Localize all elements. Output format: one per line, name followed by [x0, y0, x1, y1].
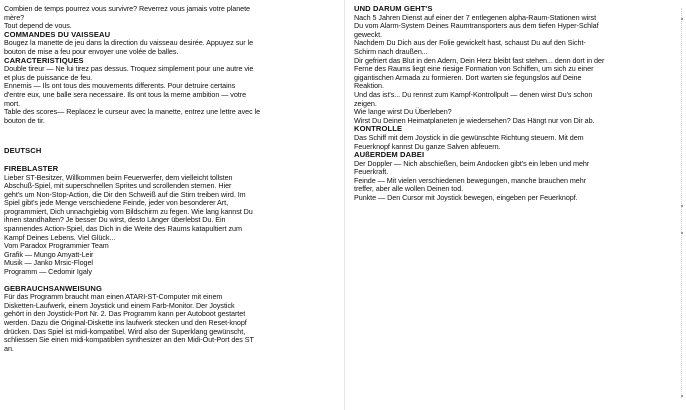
right-column — [354, 5, 676, 203]
text-line: Punkte — Den Cursor mit Joystick bewegen, eingeben per Feuerknopf. — [354, 193, 578, 203]
text-line: zeigen. — [354, 98, 377, 108]
section-heading-und-darum: UND DARUM GEHT'S — [354, 4, 433, 13]
text-line: Du vom Alarm-System Deines Raumtransporters aus dem tiefen Hyper-Schlaf — [354, 21, 599, 31]
section-heading-ausserdem: AUßERDEM DABEI — [354, 150, 425, 160]
text-line: Wie lange wirst Du Überleben? — [354, 107, 452, 117]
credit-line: Grafik — Mungo Amyatt-Leir — [4, 249, 94, 259]
section-heading-commandes: COMMANDES DU VAISSEAU — [4, 29, 111, 39]
text-line: ihnen standhalten? Je besser Du wirst, desto Länger überlebst Du. Ein — [4, 215, 226, 225]
section-heading-gebrauchsanweisung: GEBRAUCHSANWEISUNG — [4, 283, 102, 293]
kontrolle-block — [354, 134, 676, 151]
ausserdem-block — [354, 160, 676, 203]
text-line: Table des scores— Replacez le curseur avec la manette, entrez une lettre avec le — [4, 107, 261, 117]
text-line: bouton de tir. — [4, 115, 45, 125]
edge-mark — [681, 232, 683, 234]
page-edge-dots — [679, 8, 682, 398]
text-line: Kampf Deines Lebens. Viel Glück... — [4, 232, 116, 242]
text-line: Dir gefriert das Blut in den Adern, Dein Herz bleibt fast stehen... denn dort in der — [354, 55, 605, 65]
text-line: Das Schiff mit dem Joystick in die gewünschte Richtung steuern. Mit dem — [354, 132, 584, 142]
credit-line: Programm — Cedomir Igaly — [4, 267, 92, 277]
text-line: geht's um Non-Stop-Action, die Dir den Schweiß auf die Stirn treiben wird. Im — [4, 189, 246, 199]
section-heading-fireblaster: FIREBLASTER — [4, 163, 59, 173]
text-line: Feuerknopf kannst Du ganze Salven abfeuern. — [354, 141, 501, 151]
text-line: Feuerkraft. — [354, 167, 389, 177]
text-line: Double tireur — Ne lui tirez pas dessus. Troquez simplement pour une autre vie — [4, 64, 254, 74]
und-block — [354, 14, 676, 126]
text-line: programmiert, Dich unnachgiebig vom Bildschirm zu fegen. Wie lang kannst Du — [4, 206, 253, 216]
text-line: Tout depend de vous. — [4, 21, 72, 31]
text-line: Für das Programm braucht man einen ATARI-ST-Computer mit einem — [4, 292, 223, 302]
text-line: Ennemis — Ils ont tous des mouvements differents. Pour detruire certains — [4, 81, 236, 91]
text-line: Ferne des Raums liegt eine riesige Formation von Schiffen, um sich zu einer — [354, 64, 594, 74]
text-line: Abschuß-Spiel, mit superschnellen Sprites und scrollenden sternen. Hier — [4, 181, 232, 191]
text-line: drücken. Das Spiel ist midi-kompatibel. Wird also der Superklang gewünscht, — [4, 326, 246, 336]
edge-mark — [681, 18, 683, 20]
text-line: werden. Dazu die Original-Diskette ins laufwerk stecken und den Reset-knopf — [4, 318, 247, 327]
text-line: Reaktion. — [354, 81, 384, 91]
edge-mark — [681, 205, 683, 207]
text-line: spannendes Action-Spiel, das Dich in die Weite des Raums katapultiert zum — [4, 224, 242, 234]
text-line: Disketten-Laufwerk, einem Joystick und einem Farb-Monitor. Der Joystick — [4, 300, 235, 310]
page-fold-divider — [344, 0, 345, 410]
text-line: Der Doppler — Nich abschießen, beim Andocken gibt's ein leben und mehr — [354, 158, 590, 168]
section-heading-caracteristiques: CARACTERISTIQUES — [4, 55, 84, 65]
credit-line: Musik — Janko Mrsic-Flogel — [4, 258, 93, 268]
edge-mark — [681, 395, 683, 397]
language-heading-deutsch: DEUTSCH — [4, 146, 42, 156]
text-line: Wirst Du Deinen Heimatplaneten je wiedersehen? Das Hängt nur von Dir ab. — [354, 115, 595, 125]
text-line: Spiel gibt's jede Menge verschiedene Feinde, jeder von besonderer Art, — [4, 198, 229, 208]
fireblaster-block — [4, 174, 340, 277]
text-line: bouton de mise a feu pour envoyer une volée de balles. — [4, 46, 179, 56]
text-line: geweckt. — [354, 29, 382, 39]
text-line: et plus de puissance de feu. — [4, 72, 93, 82]
text-line: Schirm nach draußen... — [354, 46, 428, 56]
text-line: Feinde — Mit vielen verschiedenen bewegungen, manche brauchen mehr — [354, 175, 587, 185]
text-line: gehört in den Joystick-Port Nr. 2. Das Programm kann per Autoboot gestartet — [4, 309, 246, 319]
text-line: d'entre eux, une balle sera necessaire. Ils ont tous la meme ambition — votre — [4, 89, 247, 99]
text-line: schliessen Sie einen midi-kompatiblen synthesizer an den Midi-Out-Port des ST — [4, 335, 254, 345]
text-line: mort. — [4, 98, 21, 108]
text-line: Nachdem Du Dich aus der Folie gewickelt hast, schaust Du auf den Sicht- — [354, 38, 586, 48]
text-line: Nach 5 Jahren Dienst auf einer der 7 entlegenen alpha-Raum-Stationen wirst — [354, 12, 597, 22]
credit-line: Vom Paradox Programmier Team — [4, 241, 109, 251]
text-line: an. — [4, 343, 14, 353]
section-heading-kontrolle: KONTROLLE — [354, 124, 403, 134]
gebrauch-block — [4, 293, 340, 353]
text-line: Lieber ST-Besitzer, Willkommen beim Feuerwerfer, dem vielleicht tollsten — [4, 172, 233, 182]
caracteristiques-block — [4, 65, 340, 125]
text-line: treffer, aber alle wollen Deinen tod. — [354, 184, 464, 194]
text-line: Combien de temps pourrez vous survivre? Reverrez vous jamais votre planete — [4, 4, 250, 13]
text-line: mère? — [4, 12, 25, 22]
text-line: Und das ist's... Du rennst zum Kampf-Kontrollpult — denen wirst Du's schon — [354, 89, 593, 99]
text-line: Bougez la manette de jeu dans la direction du vaisseau desirée. Appuyez sur le — [4, 38, 254, 48]
intro-block — [4, 5, 340, 31]
commandes-block — [4, 39, 340, 56]
left-column — [4, 5, 340, 353]
text-line: gigantischen Armada zu formieren. Dort warten sie fegungslos auf Deine — [354, 72, 582, 82]
